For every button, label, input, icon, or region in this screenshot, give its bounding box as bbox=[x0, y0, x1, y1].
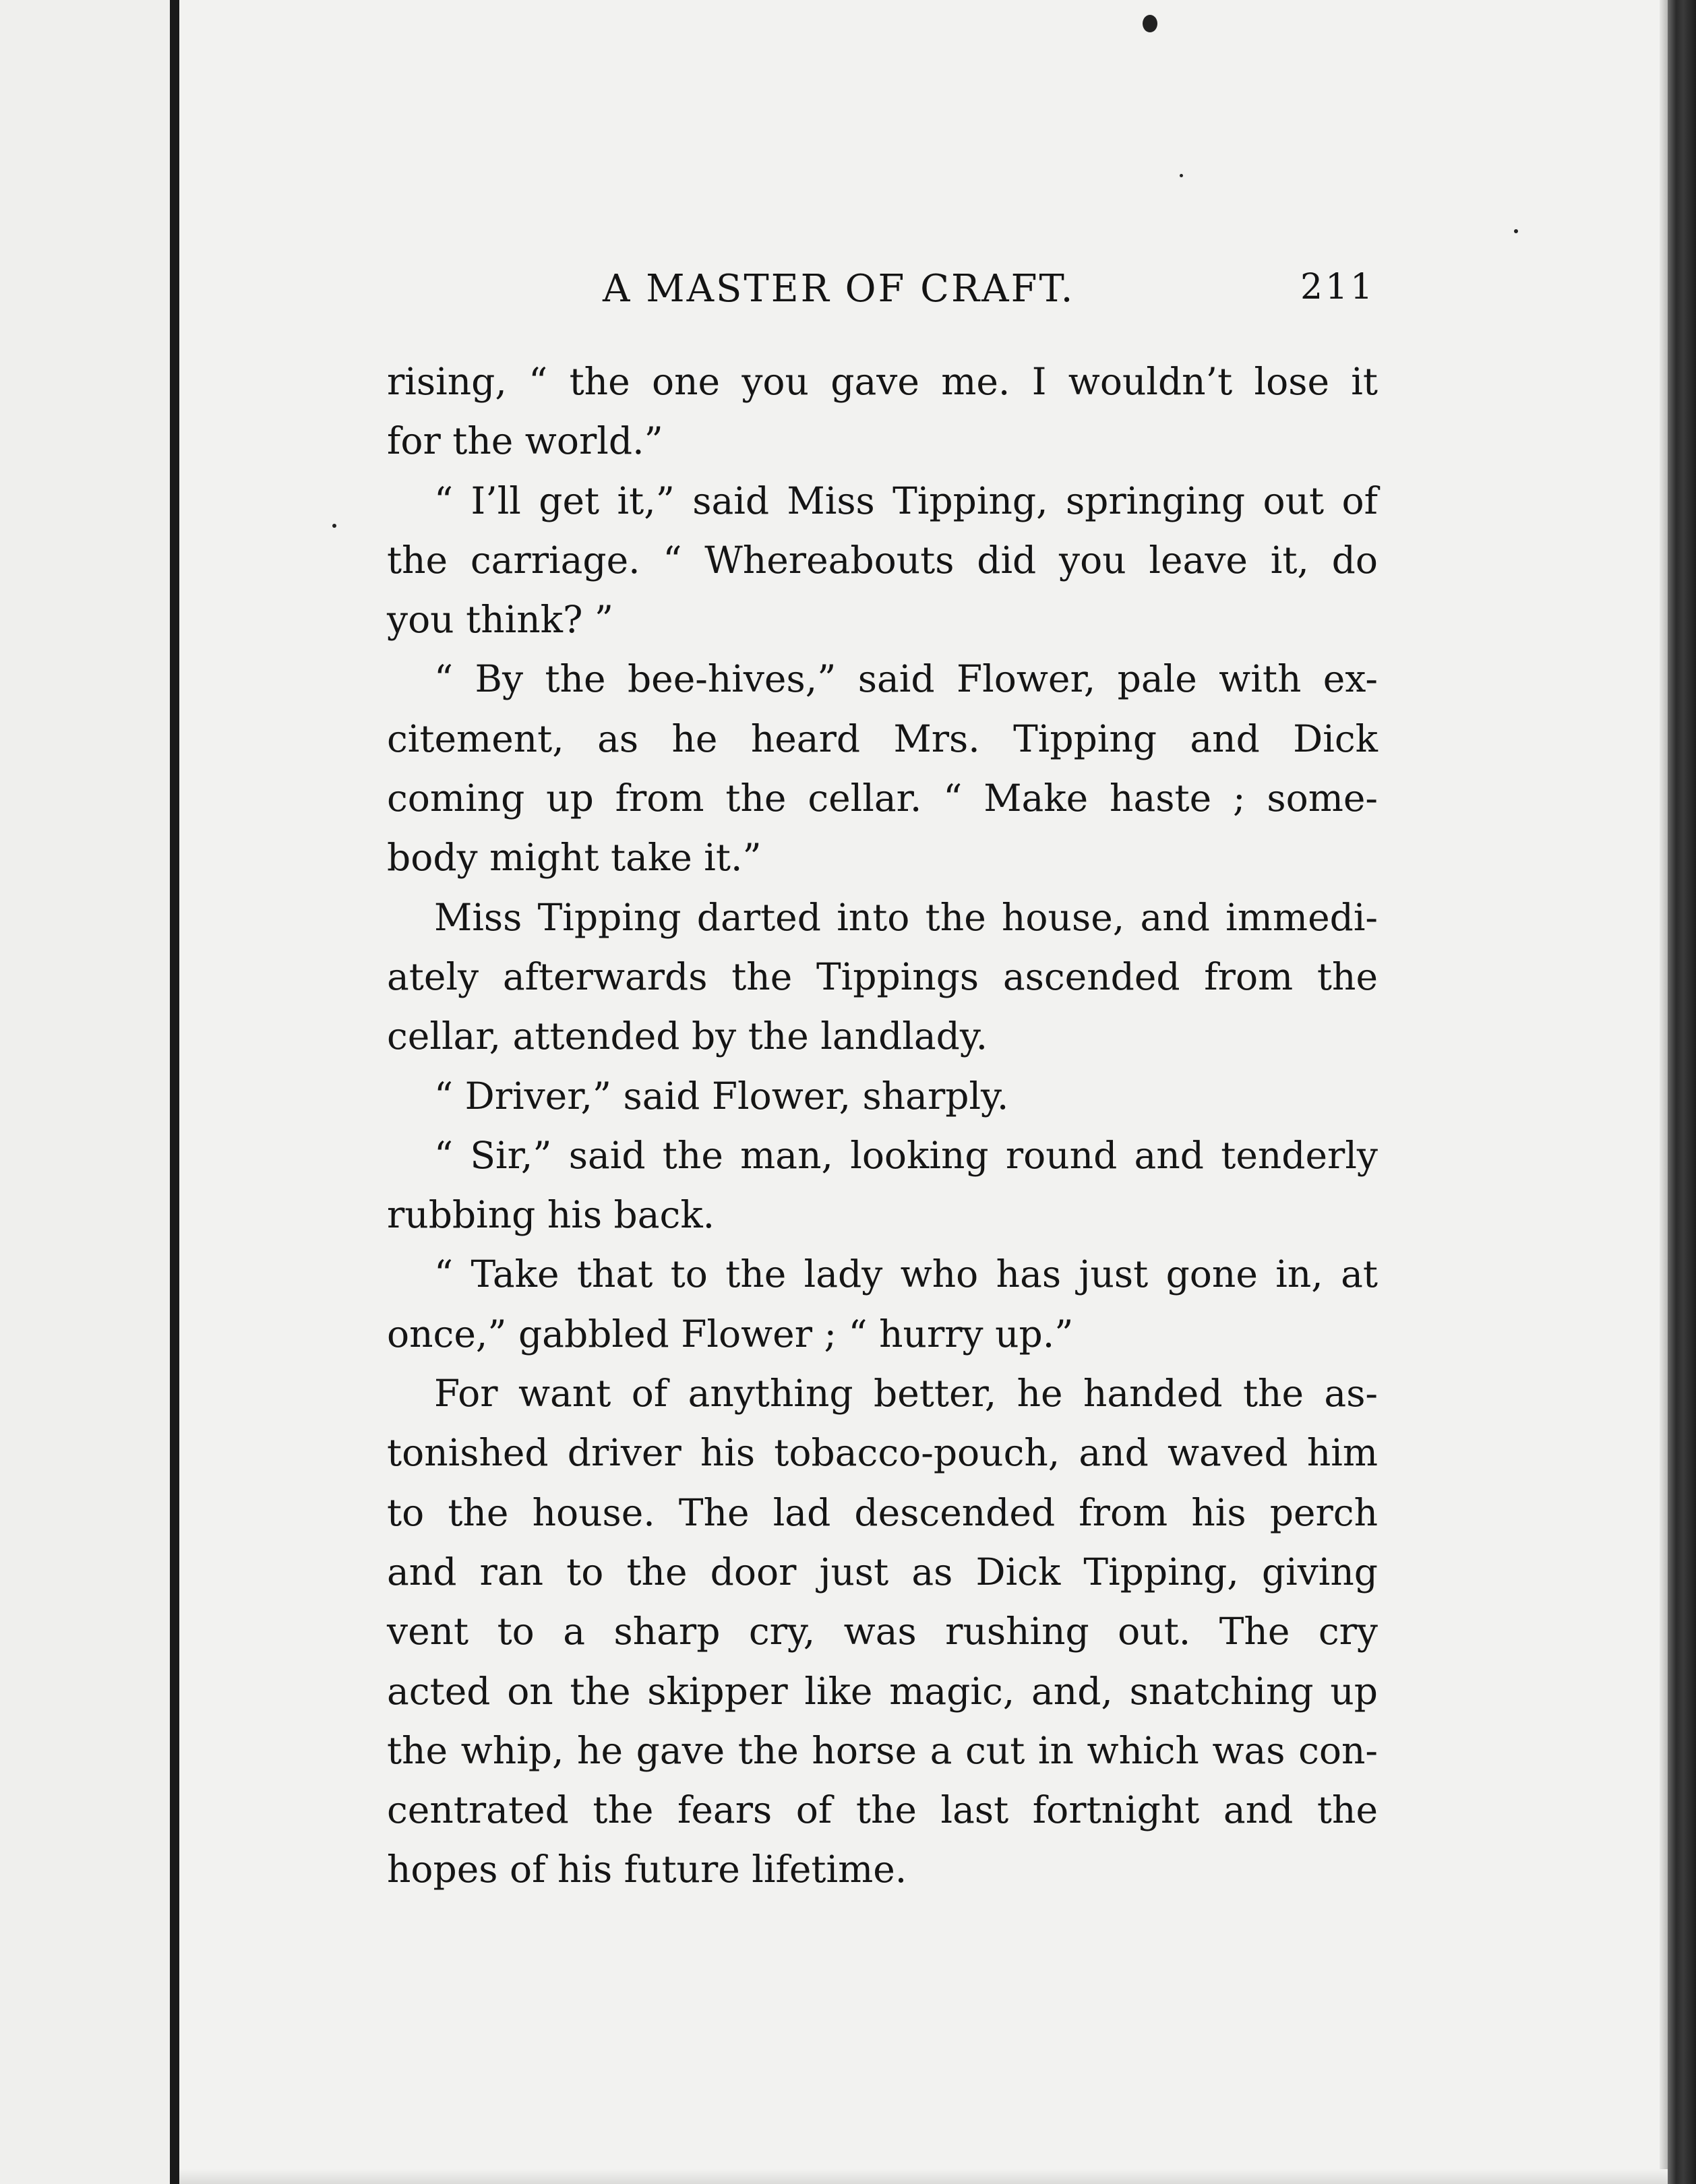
running-head bbox=[387, 267, 1376, 321]
text-line: “ Driver,” said Flower, sharply. bbox=[434, 1074, 1009, 1118]
text-line: for the world.” bbox=[387, 419, 663, 463]
ink-speck bbox=[332, 524, 336, 528]
ink-speck bbox=[1180, 174, 1183, 177]
text-line: rubbing his back. bbox=[387, 1193, 715, 1237]
page-number: 211 bbox=[1300, 267, 1376, 307]
text-line: cellar, attended by the landlady. bbox=[387, 1014, 988, 1058]
text-line: vent to a sharp cry, was rushing out. The cry bbox=[387, 1610, 1378, 1654]
ink-speck bbox=[1514, 229, 1518, 233]
text-line: body might take it.” bbox=[387, 836, 762, 880]
text-line: once,” gabbled Flower ; “ hurry up.” bbox=[387, 1312, 1074, 1356]
text-line: coming up from the cellar. “ Make haste ; some- bbox=[387, 777, 1378, 820]
text-line: rising, “ the one you gave me. I wouldn’t lose it bbox=[387, 360, 1378, 403]
text-line: Miss Tipping darted into the house, and immedi- bbox=[434, 895, 1378, 939]
page-edge-shading bbox=[1660, 0, 1668, 2184]
ink-speck bbox=[1143, 15, 1157, 32]
text-line: “ I’ll get it,” said Miss Tipping, springing out of bbox=[434, 479, 1378, 522]
text-line: citement, as he heard Mrs. Tipping and Dick bbox=[387, 717, 1378, 760]
book-edge bbox=[1668, 0, 1696, 2184]
text-line: “ By the bee-hives,” said Flower, pale with ex- bbox=[434, 657, 1378, 701]
body-text bbox=[387, 352, 1378, 1900]
text-line: the carriage. “ Whereabouts did you leave it, do bbox=[387, 538, 1378, 582]
text-line: “ Sir,” said the man, looking round and tenderly bbox=[434, 1133, 1378, 1177]
text-line: to the house. The lad descended from his perch bbox=[387, 1490, 1378, 1534]
text-line: you think? ” bbox=[387, 598, 614, 642]
text-line: ately afterwards the Tippings ascended from the bbox=[387, 954, 1378, 998]
text-line: hopes of his future lifetime. bbox=[387, 1848, 907, 1891]
bottom-edge-shading bbox=[179, 2169, 1668, 2184]
text-line: the whip, he gave the horse a cut in which was con- bbox=[387, 1728, 1378, 1772]
text-line: tonished driver his tobacco-pouch, and waved him bbox=[387, 1431, 1378, 1475]
text-line: and ran to the door just as Dick Tipping, giving bbox=[387, 1550, 1378, 1594]
facing-page-margin bbox=[0, 0, 170, 2184]
binding-gutter-line bbox=[170, 0, 179, 2184]
text-line: “ Take that to the lady who has just gone in, at bbox=[434, 1252, 1378, 1296]
text-line: acted on the skipper like magic, and, snatching up bbox=[387, 1669, 1378, 1713]
running-title: A MASTER OF CRAFT. bbox=[603, 267, 1075, 311]
text-line: For want of anything better, he handed the as- bbox=[434, 1372, 1378, 1416]
text-line: centrated the fears of the last fortnight and the bbox=[387, 1788, 1378, 1832]
